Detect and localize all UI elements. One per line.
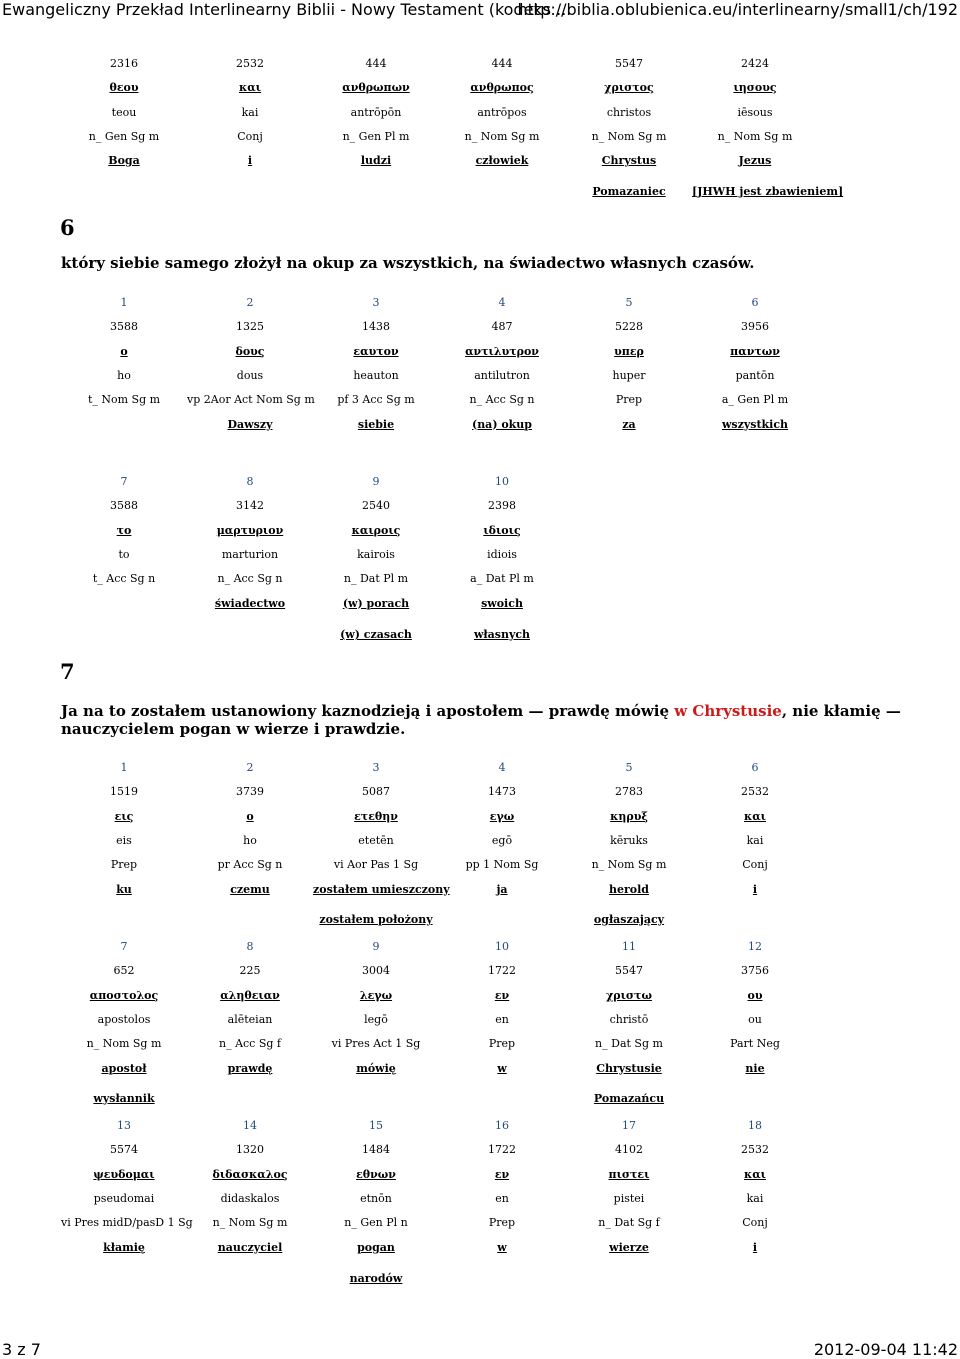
word-idx[interactable]: 17 <box>622 1119 636 1132</box>
word-greek[interactable]: πιστει <box>608 1167 650 1181</box>
word-greek[interactable]: ο <box>246 809 254 823</box>
word-morph: n_ Nom Sg m <box>212 1216 288 1230</box>
word-strong: 444 <box>491 57 513 70</box>
word-idx[interactable]: 8 <box>246 475 254 488</box>
word-morph: t_ Acc Sg n <box>92 572 156 586</box>
word-translit: ou <box>748 1012 762 1026</box>
word-translit: teou <box>111 105 137 119</box>
word-morph: n_ Nom Sg m <box>464 129 540 143</box>
word-polish[interactable]: i <box>247 154 253 168</box>
word-polish[interactable]: apostoł <box>101 1061 147 1075</box>
page-counter: 3 z 7 <box>2 1340 41 1359</box>
print-timestamp: 2012-09-04 11:42 <box>813 1340 958 1359</box>
word-idx[interactable]: 10 <box>495 940 509 953</box>
word-greek[interactable]: εαυτον <box>353 344 399 358</box>
word-translit: dous <box>236 368 264 382</box>
word-morph: n_ Gen Sg m <box>88 129 160 143</box>
word-alt[interactable]: Pomazańcu <box>593 1092 665 1105</box>
word-morph: n_ Dat Sg f <box>598 1216 660 1230</box>
word-morph: Conj <box>742 1216 768 1230</box>
word-idx[interactable]: 1 <box>120 296 128 309</box>
word-idx[interactable]: 15 <box>369 1119 383 1132</box>
word-strong: 1519 <box>110 785 138 799</box>
word-translit: en <box>495 1012 509 1026</box>
word-translit: huper <box>612 368 646 382</box>
word-idx[interactable]: 4 <box>498 761 506 774</box>
word-strong: 2532 <box>741 785 769 799</box>
word-greek[interactable]: αποστολος <box>89 988 159 1002</box>
word-translit: kai <box>746 833 764 847</box>
word-polish[interactable]: i <box>752 1240 758 1254</box>
word-translit: pistei <box>613 1191 645 1205</box>
word-strong: 3588 <box>110 499 138 513</box>
word-morph: Part Neg <box>730 1037 780 1051</box>
word-polish[interactable]: ja <box>496 882 508 896</box>
word-morph: Prep <box>615 393 643 407</box>
word-strong: 2424 <box>741 57 769 70</box>
verse-text-part: który siebie samego złożył na okup za wszystkich, na świadectwo własnych czasów. <box>61 254 755 272</box>
word-greek[interactable]: ανθρωπων <box>342 81 410 95</box>
word-greek[interactable]: ο <box>120 344 128 358</box>
word-strong: 2532 <box>236 57 264 70</box>
word-strong: 3956 <box>741 320 769 334</box>
word-morph: n_ Nom Sg m <box>86 1037 162 1051</box>
word-idx[interactable]: 9 <box>372 475 380 488</box>
header-title: Ewangeliczny Przekład Interlinearny Biblii - Nowy Testament (kodeks ... <box>2 0 572 19</box>
word-morph: n_ Gen Pl n <box>344 1216 408 1230</box>
word-translit: kai <box>241 105 259 119</box>
word-greek[interactable]: ιησους <box>733 81 777 95</box>
word-strong: 3142 <box>236 499 264 513</box>
word-translit: alēteian <box>227 1012 273 1026</box>
word-translit: christō <box>609 1012 649 1026</box>
verse-text <box>61 702 921 738</box>
word-idx[interactable]: 18 <box>748 1119 762 1132</box>
word-translit: marturion <box>221 547 279 561</box>
word-greek[interactable]: ετεθην <box>354 809 398 823</box>
word-translit: apostolos <box>97 1012 151 1026</box>
word-polish[interactable]: nie <box>745 1061 765 1075</box>
word-polish[interactable]: w <box>497 1061 507 1075</box>
word-greek[interactable]: χριστος <box>604 81 654 95</box>
word-translit: idiois <box>487 547 517 561</box>
word-strong: 1325 <box>236 320 264 334</box>
word-strong: 1473 <box>488 785 516 799</box>
word-polish[interactable]: Chrystusie <box>596 1061 662 1075</box>
word-polish[interactable]: herold <box>609 882 649 896</box>
word-idx[interactable]: 7 <box>120 475 128 488</box>
word-morph: Prep <box>110 858 138 872</box>
word-greek[interactable]: και <box>238 81 262 95</box>
word-translit: antrōpos <box>477 105 527 119</box>
word-polish[interactable]: Jezus <box>738 154 772 168</box>
word-idx[interactable]: 7 <box>120 940 128 953</box>
word-strong: 1722 <box>488 1143 516 1157</box>
word-translit: ho <box>243 833 257 847</box>
word-idx[interactable]: 13 <box>117 1119 131 1132</box>
word-greek[interactable]: διδασκαλος <box>212 1167 288 1181</box>
word-alt[interactable]: [JHWH jest zbawieniem] <box>692 185 844 198</box>
verse-text-part: , nie kłamię — nauczycielem pogan w wierze i prawdzie. <box>61 702 901 738</box>
word-polish[interactable]: pogan <box>357 1240 395 1254</box>
word-idx[interactable]: 12 <box>748 940 762 953</box>
word-translit: etetēn <box>358 833 394 847</box>
word-polish[interactable]: siebie <box>357 417 395 431</box>
word-strong: 2316 <box>110 57 138 70</box>
word-polish[interactable]: i <box>752 882 758 896</box>
word-translit: egō <box>491 833 513 847</box>
word-strong: 2540 <box>362 499 390 513</box>
word-translit: en <box>495 1191 509 1205</box>
word-polish[interactable]: swoich <box>481 596 523 610</box>
word-greek[interactable]: μαρτυριον <box>216 523 284 537</box>
word-greek[interactable]: καιροις <box>351 523 401 537</box>
word-greek[interactable]: το <box>116 523 132 537</box>
word-idx[interactable]: 6 <box>751 761 759 774</box>
word-polish[interactable]: mówię <box>356 1061 396 1075</box>
word-greek[interactable]: δους <box>235 344 265 358</box>
word-translit: pseudomai <box>93 1191 155 1205</box>
word-morph: Prep <box>488 1216 516 1230</box>
word-greek[interactable]: υπερ <box>614 344 644 358</box>
word-morph: Conj <box>742 858 768 872</box>
word-greek[interactable]: εγω <box>489 809 515 823</box>
word-strong: 3588 <box>110 320 138 334</box>
word-polish[interactable]: człowiek <box>475 154 529 168</box>
word-translit: kai <box>746 1191 764 1205</box>
word-idx[interactable]: 5 <box>625 761 633 774</box>
word-greek[interactable]: ψευδομαι <box>93 1167 155 1181</box>
word-translit: kēruks <box>610 833 648 847</box>
word-polish[interactable]: prawdę <box>227 1061 273 1075</box>
word-strong: 2783 <box>615 785 643 799</box>
word-strong: 5087 <box>362 785 390 799</box>
word-polish[interactable]: w <box>497 1240 507 1254</box>
word-translit: eis <box>116 833 132 847</box>
header-url: http://biblia.oblubienica.eu/interlinearny/small1/ch/192 <box>517 0 958 19</box>
word-morph: pr Acc Sg n <box>217 858 283 872</box>
word-translit: etnōn <box>360 1191 392 1205</box>
word-morph: Conj <box>237 129 263 143</box>
word-alt[interactable]: narodów <box>349 1272 403 1285</box>
word-strong: 5547 <box>615 964 643 978</box>
verse-text <box>61 254 921 272</box>
word-morph: vp 2Aor Act Nom Sg m <box>187 393 315 407</box>
word-polish[interactable]: (na) okup <box>471 417 532 431</box>
word-polish[interactable]: świadectwo <box>214 596 286 610</box>
word-translit: kairois <box>357 547 395 561</box>
word-greek[interactable]: ου <box>747 988 763 1002</box>
word-strong: 5574 <box>110 1143 138 1157</box>
word-morph: pp 1 Nom Sg <box>465 858 539 872</box>
word-idx[interactable]: 10 <box>495 475 509 488</box>
verse-number: 6 <box>60 215 75 240</box>
word-strong: 5228 <box>615 320 643 334</box>
word-morph: n_ Acc Sg n <box>469 393 535 407</box>
word-alt[interactable]: wysłannik <box>93 1092 155 1105</box>
word-strong: 1484 <box>362 1143 390 1157</box>
verse-text-part: Ja na to zostałem ustanowiony kaznodzieją i apostołem — prawdę mówię <box>61 702 675 720</box>
verse-number: 7 <box>60 659 75 684</box>
word-translit: antilutron <box>474 368 530 382</box>
word-alt[interactable]: Pomazaniec <box>592 185 666 198</box>
word-polish[interactable]: wierze <box>609 1240 649 1254</box>
word-greek[interactable]: ιδιοις <box>483 523 521 537</box>
word-translit: pantōn <box>735 368 775 382</box>
word-translit: antrōpōn <box>350 105 402 119</box>
word-morph: n_ Nom Sg m <box>717 129 793 143</box>
word-greek[interactable]: παντων <box>730 344 780 358</box>
word-strong: 3004 <box>362 964 390 978</box>
word-idx[interactable]: 11 <box>622 940 636 953</box>
word-translit: to <box>118 547 130 561</box>
word-polish[interactable]: ludzi <box>360 154 392 168</box>
word-idx[interactable]: 14 <box>243 1119 257 1132</box>
word-morph: n_ Nom Sg m <box>591 858 667 872</box>
word-polish[interactable]: wszystkich <box>721 417 789 431</box>
word-greek[interactable]: κηρυξ <box>610 809 648 823</box>
word-greek[interactable]: λεγω <box>359 988 393 1002</box>
word-strong: 3739 <box>236 785 264 799</box>
word-greek[interactable]: εν <box>494 1167 510 1181</box>
word-polish[interactable]: (w) porach <box>342 596 410 610</box>
word-morph: pf 3 Acc Sg m <box>337 393 415 407</box>
word-translit: didaskalos <box>220 1191 280 1205</box>
word-idx[interactable]: 2 <box>246 296 254 309</box>
word-polish[interactable]: nauczyciel <box>217 1240 283 1254</box>
word-strong: 4102 <box>615 1143 643 1157</box>
word-morph: vi Pres midD/pasD 1 Sg <box>61 1216 193 1230</box>
word-greek[interactable]: ανθρωπος <box>470 81 534 95</box>
word-polish[interactable]: Chrystus <box>601 154 657 168</box>
page-header <box>0 0 960 22</box>
word-polish[interactable]: ku <box>116 882 132 896</box>
word-alt[interactable]: (w) czasach <box>340 628 412 641</box>
word-idx[interactable]: 5 <box>625 296 633 309</box>
word-greek[interactable]: εθνων <box>356 1167 396 1181</box>
word-translit: heauton <box>353 368 399 382</box>
word-morph: n_ Gen Pl m <box>342 129 410 143</box>
word-idx[interactable]: 3 <box>372 296 380 309</box>
word-morph: n_ Acc Sg n <box>217 572 283 586</box>
word-polish[interactable]: Boga <box>108 154 140 168</box>
word-strong: 1438 <box>362 320 390 334</box>
word-morph: vi Aor Pas 1 Sg <box>333 858 419 872</box>
word-strong: 3756 <box>741 964 769 978</box>
word-alt[interactable]: własnych <box>473 628 531 641</box>
word-polish[interactable]: czemu <box>230 882 270 896</box>
word-morph: vi Pres Act 1 Sg <box>331 1037 421 1051</box>
word-strong: 652 <box>113 964 135 978</box>
word-polish[interactable]: zostałem umieszczony <box>313 882 450 896</box>
word-morph: a_ Gen Pl m <box>721 393 789 407</box>
word-greek[interactable]: αληθειαν <box>220 988 280 1002</box>
word-strong: 444 <box>365 57 387 70</box>
word-morph: t_ Nom Sg m <box>87 393 161 407</box>
word-greek[interactable]: και <box>743 809 767 823</box>
word-idx[interactable]: 8 <box>246 940 254 953</box>
word-morph: n_ Dat Sg m <box>595 1037 663 1051</box>
word-translit: ho <box>117 368 131 382</box>
word-translit: iēsous <box>737 105 773 119</box>
word-polish[interactable]: kłamię <box>103 1240 145 1254</box>
word-idx[interactable]: 4 <box>498 296 506 309</box>
word-translit: christos <box>606 105 652 119</box>
word-greek[interactable]: εν <box>494 988 510 1002</box>
word-strong: 1320 <box>236 1143 264 1157</box>
word-greek[interactable]: αντιλυτρον <box>465 344 539 358</box>
word-idx[interactable]: 16 <box>495 1119 509 1132</box>
word-greek[interactable]: θεου <box>109 81 139 95</box>
word-strong: 2398 <box>488 499 516 513</box>
word-polish[interactable]: za <box>622 417 636 431</box>
word-alt[interactable]: ogłaszający <box>593 913 665 926</box>
word-idx[interactable]: 3 <box>372 761 380 774</box>
word-strong: 2532 <box>741 1143 769 1157</box>
word-strong: 487 <box>491 320 513 334</box>
word-greek[interactable]: και <box>743 1167 767 1181</box>
word-strong: 5547 <box>615 57 643 70</box>
verse-text-highlight: w Chrystusie <box>674 702 782 720</box>
word-morph: a_ Dat Pl m <box>470 572 534 586</box>
word-greek[interactable]: εις <box>114 809 134 823</box>
word-idx[interactable]: 6 <box>751 296 759 309</box>
word-translit: legō <box>364 1012 388 1026</box>
word-alt[interactable]: zostałem położony <box>319 913 433 926</box>
word-morph: n_ Acc Sg f <box>219 1037 281 1051</box>
word-greek[interactable]: χριστω <box>606 988 652 1002</box>
word-idx[interactable]: 2 <box>246 761 254 774</box>
word-morph: n_ Nom Sg m <box>591 129 667 143</box>
word-strong: 225 <box>239 964 261 978</box>
word-polish[interactable]: Dawszy <box>227 417 273 431</box>
word-morph: n_ Dat Pl m <box>343 572 409 586</box>
word-idx[interactable]: 9 <box>372 940 380 953</box>
word-idx[interactable]: 1 <box>120 761 128 774</box>
word-morph: Prep <box>488 1037 516 1051</box>
word-strong: 1722 <box>488 964 516 978</box>
